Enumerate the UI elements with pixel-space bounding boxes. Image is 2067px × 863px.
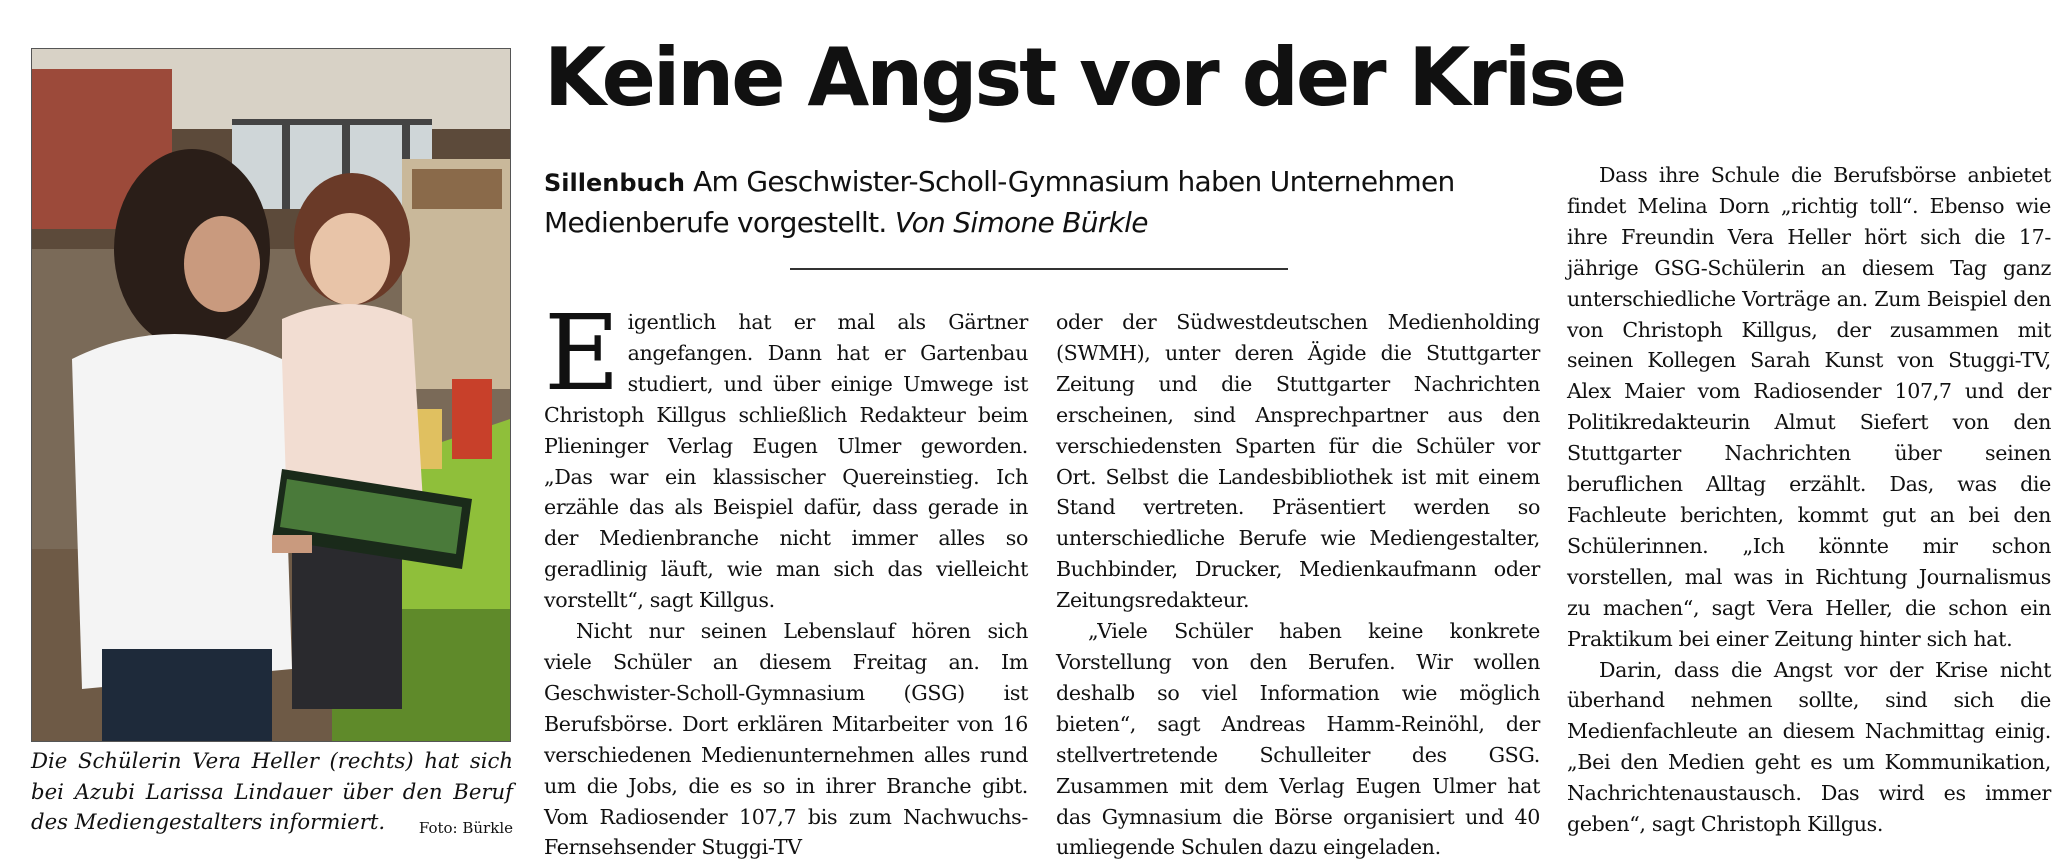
caption-text: Die Schülerin Vera Heller (rechts) hat sich bei Azubi Larissa Lindauer über den Beruf des Mediengestalters informiert. <box>31 748 513 834</box>
deck-byline: Von Simone Bürkle <box>894 206 1148 239</box>
photo-students-at-book-table <box>32 49 510 741</box>
article-photo <box>31 48 511 742</box>
deck-text: Am Geschwister-Scholl-Gymnasium haben Unternehmen Medienberufe vorgestellt. <box>544 165 1455 239</box>
paragraph: Darin, dass die Angst vor der Krise nicht überhand nehmen sollte, sind sich die Medienfachleute an diesem Nachmittag einig. „Bei den Medien geht es um Kommunikation, Nachrichtenaustausch. Das wird es immer geben“, sagt Christoph Killgus. <box>1567 657 2051 837</box>
photo-caption <box>31 746 513 844</box>
article-column-2 <box>1056 307 1540 863</box>
paragraph: Dass ihre Schule die Berufsbörse anbietet findet Melina Dorn „richtig toll“. Ebenso wie ihre Freundin Vera Heller hört sich die 17-jährige GSG-Schülerin an diesem Tag ganz unterschiedliche Vorträge an. Zum Beispiel den von Christoph Killgus, der zusammen mit seinen Kollegen Sarah Kunst von Stuggi-TV, Alex Maier vom Radiosender 107,7 und der Politikredakteurin Almut Siefert von den Stuttgarter Nachrichten über seinen beruflichen Alltag erzählt. Das, was die Fachleute berichten, kommt gut an bei den Schülerinnen. „Ich könnte mir schon vorstellen, mal was in Richtung Journalismus zu machen“, sagt Vera Heller, die schon ein Praktikum bei einer Zeitung hinter sich hat. <box>1567 163 2051 651</box>
paragraph: Nicht nur seinen Lebenslauf hören sich viele Schüler an diesem Freitag an. Im Geschwister-Scholl-Gymnasium (GSG) ist Berufsbörse. Dort erklären Mitarbeiter von 16 verschiedenen Medienunternehmen alles rund um die Jobs, die es so in ihrer Branche gibt. Vom Radiosender 107,7 bis zum Nachwuchs-Fernsehsender Stuggi-TV <box>544 619 1028 860</box>
deck-place: Sillenbuch <box>544 169 685 197</box>
article-column-3 <box>1567 160 2051 840</box>
dropcap: E <box>544 292 620 414</box>
paragraph: „Viele Schüler haben keine konkrete Vorstellung von den Berufen. Wir wollen deshalb so viel Information wie möglich bieten“, sagt Andreas Hamm-Reinöhl, der stellvertretende Schulleiter des GSG. Zusammen mit dem Verlag Eugen Ulmer hat das Gymnasium die Börse organisiert und 40 umliegende Schulen dazu eingeladen. <box>1056 619 1540 860</box>
article-column-1 <box>544 292 1028 863</box>
paragraph-text: igentlich hat er mal als Gärtner angefangen. Dann hat er Gartenbau studiert, und über einige Umwege ist Christoph Killgus schließlich Redakteur beim Plieninger Verlag Eugen Ulmer geworden. „Das war ein klassischer Quereinstieg. Ich erzähle das als Beispiel dafür, dass gerade in der Medienbranche nicht immer alles so geradlinig läuft, wie man sich das vielleicht vorstellt“, sagt Killgus. <box>544 310 1028 613</box>
photo-credit: Foto: Bürkle <box>418 819 513 837</box>
deck-divider <box>790 268 1288 270</box>
paragraph: oder der Südwestdeutschen Medienholding (SWMH), unter deren Ägide die Stuttgarter Zeitung und die Stuttgarter Nachrichten erscheinen, sind Ansprechpartner aus den verschiedensten Sparten für die Schüler vor Ort. Selbst die Landesbibliothek ist mit einem Stand vertreten. Präsentiert werden so unterschiedliche Berufe wie Mediengestalter, Buchbinder, Drucker, Medienkaufmann oder Zeitungsredakteur. <box>1056 310 1540 613</box>
article-headline: Keine Angst vor der Krise <box>544 31 1625 124</box>
paragraph <box>544 292 1028 616</box>
article-deck <box>544 162 1524 243</box>
